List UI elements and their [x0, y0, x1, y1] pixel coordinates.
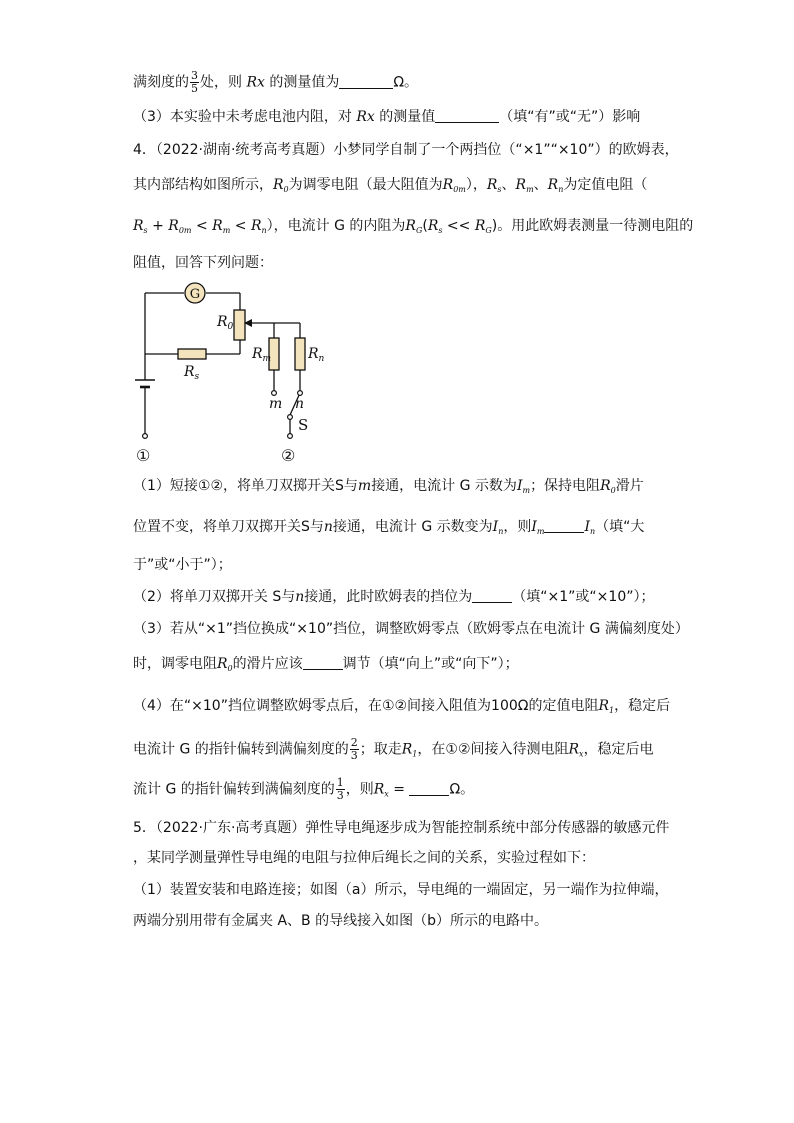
fraction-2-3: $\frac{2}{3}$ [350, 736, 358, 762]
q4-s1-line-2: 位置不变，将单刀双掷开关S与n接通，电流计 G 示数变为$I_n$，则$I_m$ $I_n$（填“大 [133, 519, 645, 536]
resistor-rs [178, 349, 206, 359]
rn-label: $R_n$ [308, 346, 325, 364]
r0-label: $R_0$ [217, 314, 234, 332]
answer-blank [409, 781, 449, 796]
rs-label: $R_s$ [184, 364, 200, 382]
answer-blank [435, 108, 499, 123]
q3-line-2: （3）本实验中未考虑电池内阻，对 Rx 的测量值 （填“有”或“无”）影响 [133, 109, 641, 125]
q5-line-2: ，某同学测量弹性导电绳的电阻与拉伸后绳长之间的关系，实验过程如下： [133, 850, 595, 866]
q5-line-3: （1）装置安装和电路连接；如图（a）所示，导电绳的一端固定，另一端作为拉伸端， [133, 882, 669, 898]
q4-line-4: 阻值，回答下列问题： [133, 255, 273, 271]
answer-blank [303, 655, 343, 670]
terminal-1 [143, 434, 148, 439]
answer-blank [472, 588, 512, 603]
contact-m [272, 391, 277, 396]
resistor-r0 [234, 310, 245, 340]
contact-n [298, 391, 303, 396]
q4-line-1: 4．（2022·湖南·统考高考真题）小梦同学自制了一个两挡位（“×1”“×10”）的欧姆表， [133, 142, 679, 158]
galvanometer-label: G [189, 287, 201, 302]
terminal-2 [288, 434, 293, 439]
q4-line-2: 其内部结构如图所示，$R_0$为调零电阻（最大阻值为$R_{0m}$），$R_s$、$R_m$、$R_n$为定值电阻（ [133, 177, 648, 194]
switch-label: S [298, 416, 309, 434]
switch-pivot [288, 415, 293, 420]
answer-blank [339, 74, 393, 89]
q3-line-1: 满刻度的 $\frac{3}{5}$ 处，则 Rx 的测量值为 Ω。 [133, 69, 419, 95]
fraction-3-5: $\frac{3}{5}$ [191, 69, 198, 95]
q4-s1-line-3: 于”或“小于”）； [133, 557, 232, 573]
q4-s2-line: （2）将单刀双掷开关 S与n接通，此时欧姆表的挡位为 （填“×1”或“×10”）； [133, 589, 655, 605]
q5-line-4: 两端分别用带有金属夹 A、B 的导线接入如图（b）所示的电路中。 [133, 913, 548, 929]
q4-s1-line-1: （1）短接①②，将单刀双掷开关S与m接通，电流计 G 示数为$I_m$；保持电阻$R_0$滑片 [133, 478, 644, 495]
q4-s3-line-2: 时，调零电阻$R_0$的滑片应该 调节（填“向上”或“向下”）； [133, 656, 519, 673]
fraction-1-3: $\frac{1}{3}$ [336, 776, 344, 802]
ohmmeter-circuit-diagram [128, 278, 328, 468]
q4-s3-line-1: （3）若从“×1”挡位换成“×10”挡位，调整欧姆零点（欧姆零点在电流计 G 满偏刻度处） [133, 621, 689, 637]
rm-label: $R_m$ [252, 346, 272, 364]
n-label: n [295, 396, 305, 412]
q4-s4-line-1: （4）在“×10”挡位调整欧姆零点后，在①②间接入阻值为100Ω的定值电阻$R_1$，稳定后 [133, 698, 671, 715]
q4-line-3: $R_s + R_{0m} < R_m < R_n$），电流计 G 的内阻为$R_G(R_s << R_G)$。用此欧姆表测量一待测电阻的 [133, 218, 694, 235]
m-label: m [269, 396, 283, 412]
q4-s4-line-3: 流计 G 的指针偏转到满偏刻度的 $\frac{1}{3}$ ，则$R_x = \Omega$。 [133, 776, 475, 802]
terminal-1-label: ① [136, 446, 151, 465]
resistor-rn [295, 338, 305, 370]
terminal-2-label: ② [281, 446, 296, 465]
q5-line-1: 5．（2022·广东·高考真题）弹性导电绳逐步成为智能控制系统中部分传感器的敏感元件 [133, 820, 670, 836]
answer-blank [544, 518, 584, 533]
q4-s4-line-2: 电流计 G 的指针偏转到满偏刻度的 $\frac{2}{3}$ ；取走$R_1$，在①②间接入待测电阻$R_x$，稳定后电 [133, 736, 654, 762]
